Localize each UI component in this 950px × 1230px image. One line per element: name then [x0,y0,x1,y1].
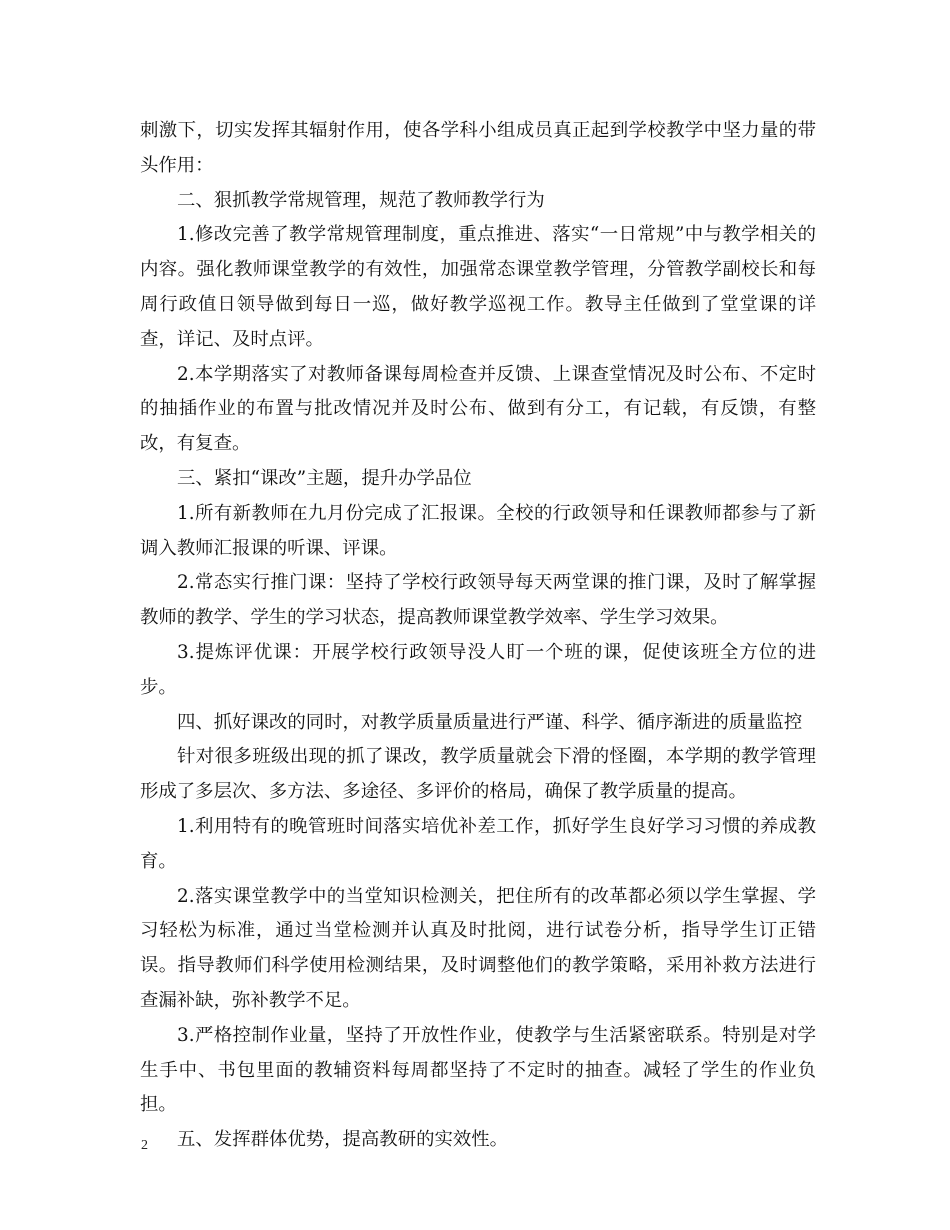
paragraph-3-3: 3.提炼评优课：开展学校行政领导没人盯一个班的课，促使该班全方位的进步。 [140,641,816,698]
section-heading-5: 五、发挥群体优势，提高教研的实效性。 [177,1129,509,1151]
paragraph-3-2: 2.常态实行推门课：坚持了学校行政领导每天两堂课的推门课，及时了解掌握教师的教学、学生的学习状态，提高教师课堂教学效率、学生学习效果。 [140,572,816,629]
paragraph-2-1: 1.修改完善了教学常规管理制度，重点推进、落实“一日常规”中与教学相关的内容。强化教师课堂教学的有效性，加强常态课堂教学管理，分管教学副校长和每周行政值日领导做到每日一巡，做好教学巡视工作。教导主任做到了堂堂课的详查，详记、及时点评。 [140,224,816,350]
paragraph-2-2: 2.本学期落实了对教师备课每周检查并反馈、上课查堂情况及时公布、不定时的抽插作业的布置与批改情况并及时公布、做到有分工，有记载，有反馈，有整改，有复查。 [140,363,816,455]
paragraph-continuation: 刺激下，切实发挥其辐射作用，使各学科小组成员真正起到学校教学中坚力量的带头作用： [140,120,816,176]
paragraph-3-1: 1.所有新教师在九月份完成了汇报课。全校的行政领导和任课教师都参与了新调入教师汇报课的听课、评课。 [140,502,816,559]
paragraph-4-intro: 针对很多班级出现的抓了课改，教学质量就会下滑的怪圈，本学期的教学管理形成了多层次、多方法、多途径、多评价的格局，确保了教学质量的提高。 [140,746,816,803]
document-body [140,114,816,1158]
section-heading-3: 三、紧扣“课改”主题，提升办学品位 [177,467,472,489]
paragraph-4-1: 1.利用特有的晚管班时间落实培优补差工作，抓好学生良好学习习惯的养成教育。 [140,815,816,872]
section-heading-2: 二、狠抓教学常规管理，规范了教师教学行为 [177,189,545,211]
paragraph-4-2: 2.落实课堂教学中的当堂知识检测关，把住所有的改革都必须以学生掌握、学习轻松为标准，通过当堂检测并认真及时批阅，进行试卷分析，指导学生订正错误。指导教师们科学使用检测结果，及时调整他们的教学策略，采用补救方法进行查漏补缺，弥补教学不足。 [140,885,816,1011]
page-number: 2 [141,1138,148,1153]
section-heading-4: 四、抓好课改的同时，对教学质量质量进行严谨、科学、循序渐进的质量监控 [177,711,803,733]
paragraph-4-3: 3.严格控制作业量，坚持了开放性作业，使教学与生活紧密联系。特别是对学生手中、书包里面的教辅资料每周都坚持了不定时的抽查。减轻了学生的作业负担。 [140,1024,816,1116]
